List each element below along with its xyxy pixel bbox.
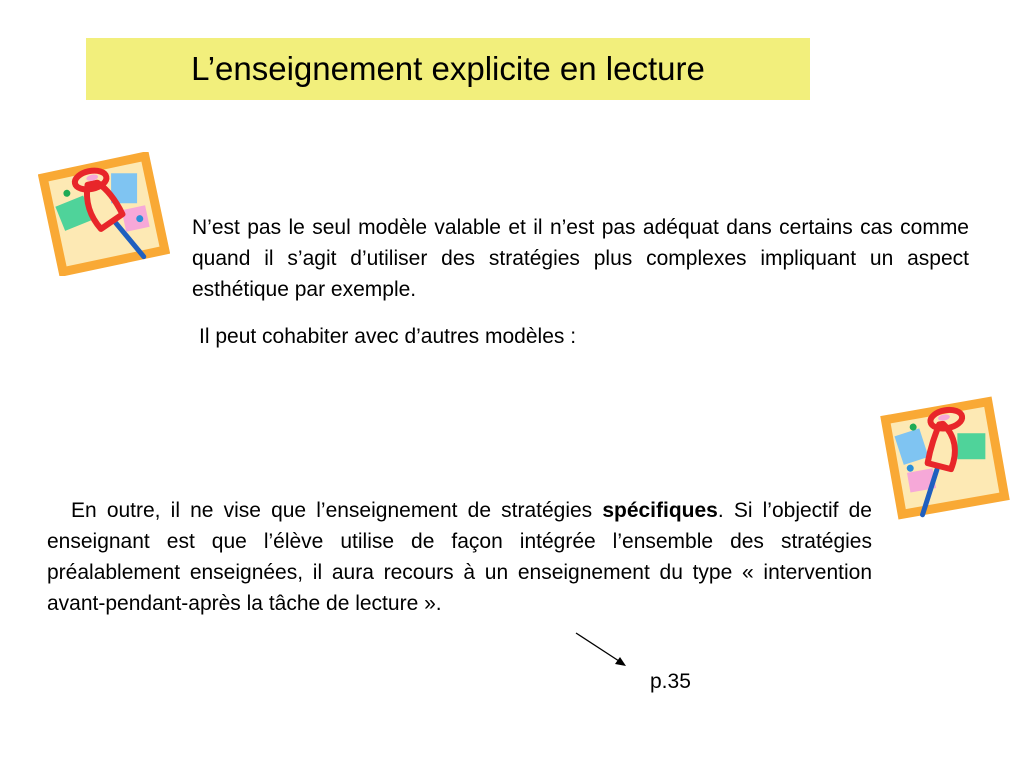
paragraph3-end: . Si l’objectif de enseignant est que l’élève utilise de façon intégrée l’ensemble des stratégies préalablement enseignées, il aura recours à un enseignement du type « intervention avant-pendant-après la tâche de lecture ». [47, 499, 872, 615]
pushpin-clipart-icon [878, 396, 1012, 520]
title-box [86, 38, 810, 100]
arrow-icon [572, 630, 632, 670]
paragraph-not-only-model: N’est pas le seul modèle valable et il n’est pas adéquat dans certains cas comme quand il s’agit d’utiliser des stratégies plus complexes impliquant un aspect esthétique par exemple. [192, 216, 969, 301]
pushpin-clipart-icon [38, 152, 170, 276]
paragraph-cohabit: Il peut cohabiter avec d’autres modèles : [199, 325, 577, 348]
paragraph3-start: En outre, il ne vise que l’enseignement de stratégies [71, 499, 603, 522]
page-reference: p.35 [650, 670, 691, 693]
paragraph-specific-strategies [47, 495, 872, 619]
bold-specifiques: spécifiques [602, 499, 718, 522]
slide-title: L’enseignement explicite en lecture [191, 50, 705, 87]
